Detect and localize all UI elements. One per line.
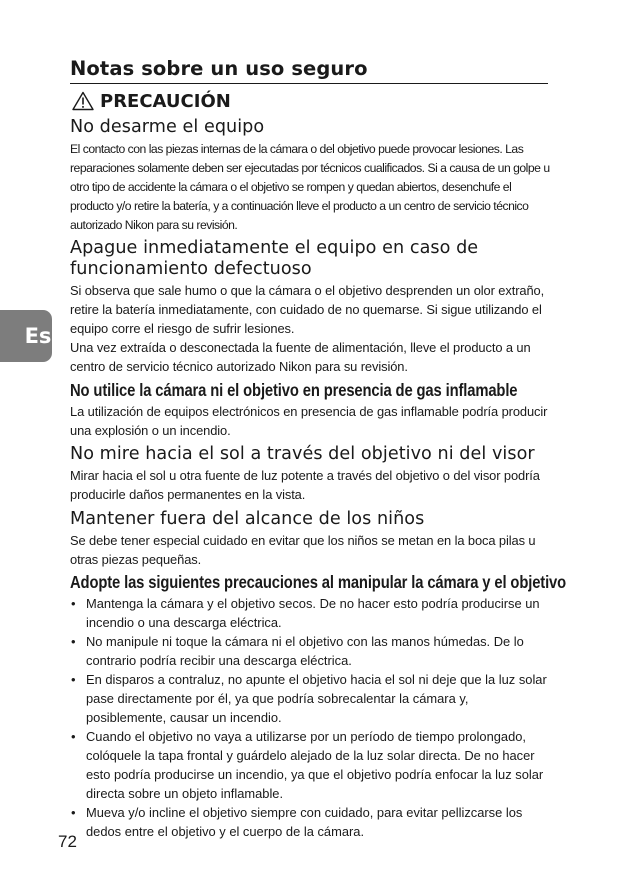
bullet-dot: • (71, 634, 76, 649)
section-text: El contacto con las piezas internas de la cámara o del objetivo puede provocar lesiones. Las reparaciones solamente deben ser ejecutadas por técnicos cualificados. Si a causa de un golpe u otro tipo de accidente la cámara o el objetivo se rompen y quedan abiertos, desenchufe el producto y/o retire la batería, y a continuación lleve el producto a un centro de servicio técnico autorizado Nikon para su revisión. (70, 142, 550, 232)
list-item: • Mantenga la cámara y el objetivo secos. De no hacer esto podría producirse un incendio o una descarga eléctrica. (71, 596, 540, 630)
section-text-2: Una vez extraída o desconectada la fuente de alimentación, lleve el producto a un centro de servicio técnico autorizado Nikon para su revisión. (70, 340, 531, 374)
caution-label: PRECAUCIÓN (100, 90, 231, 112)
page-number: 72 (58, 832, 77, 851)
section-heading: No desarme el equipo (70, 117, 265, 137)
section-text: La utilización de equipos electrónicos en presencia de gas inflamable podría producir una explosión o un incendio. (70, 404, 548, 438)
section-heading: No utilice la cámara ni el objetivo en presencia de gas inflamable (70, 380, 518, 400)
bullet-list (70, 594, 550, 841)
section-text: Se debe tener especial cuidado en evitar que los niños se metan en la boca pilas u otras piezas pequeñas. (70, 533, 536, 567)
list-item: • Cuando el objetivo no vaya a utilizarse por un período de tiempo prolongado, colóquele la tapa frontal y guárdelo alejado de la luz solar directa. De no hacer esto podría producirse un incendio, ya que el objetivo podría enfocar la luz solar directa sobre un objeto inflamable. (71, 729, 544, 801)
caution-header (72, 88, 231, 114)
page-title: Notas sobre un uso seguro (70, 57, 548, 84)
section-heading: No mire hacia el sol a través del objetivo ni del visor (70, 444, 535, 464)
list-item: • Mueva y/o incline el objetivo siempre con cuidado, para evitar pellizcarse los dedos entre el objetivo y el cuerpo de la cámara. (71, 805, 523, 839)
section-heading: Mantener fuera del alcance de los niños (70, 509, 425, 529)
section-precauciones (70, 572, 567, 841)
section-no-desarme (70, 117, 550, 235)
bullet-dot: • (71, 672, 76, 687)
section-heading: Adopte las siguientes precauciones al manipular la cámara y el objetivo (70, 572, 567, 592)
section-heading: Apague inmediatamente el equipo en caso de funcionamiento defectuoso (70, 238, 479, 279)
bullet-dot: • (71, 805, 76, 820)
section-apague (70, 238, 550, 376)
section-ninos (70, 509, 550, 569)
section-text: Si observa que sale humo o que la cámara o el objetivo desprenden un olor extraño, retire la batería inmediatamente, con cuidado de no quemarse. Si sigue utilizando el equipo corre el riesgo de sufrir lesiones. (70, 283, 545, 336)
list-item: • No manipule ni toque la cámara ni el objetivo con las manos húmedas. De lo contrario podría recibir una descarga eléctrica. (71, 634, 524, 668)
warning-triangle-icon (72, 91, 94, 111)
section-no-mire-sol (70, 444, 550, 504)
section-gas-inflamable (70, 380, 550, 440)
bullet-dot: • (71, 729, 76, 744)
bullet-dot: • (71, 596, 76, 611)
language-tab: Es (0, 310, 52, 362)
list-item: • En disparos a contraluz, no apunte el objetivo hacia el sol ni deje que la luz solar pase directamente por él, ya que podría sobrecalentar la cámara y, posiblemente, causar un incendio. (71, 672, 547, 725)
section-text: Mirar hacia el sol u otra fuente de luz potente a través del objetivo o del visor podría producirle daños permanentes en la vista. (70, 468, 540, 502)
